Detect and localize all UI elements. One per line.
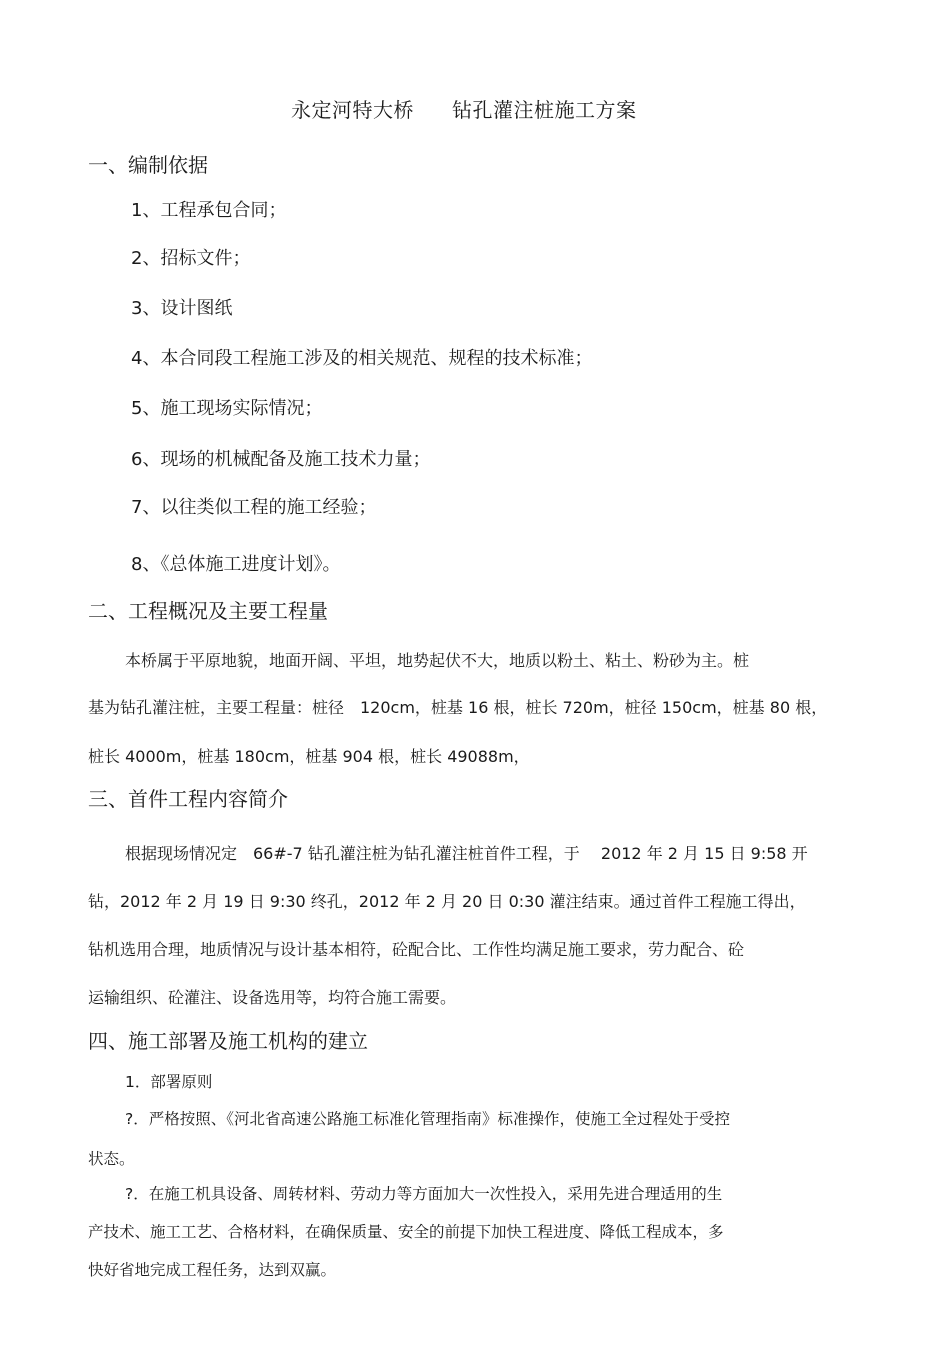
section1-item-5: 5、施工现场实际情况； xyxy=(131,398,323,419)
section1-item-1: 1、工程承包合同； xyxy=(131,200,287,221)
section2-line-3: 桩长 4000m，桩基 180cm，桩基 904 根，桩长 49088m， xyxy=(88,747,530,766)
section1-item-7: 7、以往类似工程的施工经验； xyxy=(131,497,377,518)
section1-heading: 一、编制依据 xyxy=(88,153,208,177)
section3-line-2: 钻，2012 年 2 月 19 日 9:30 终孔，2012 年 2 月 20 日 0:30 灌注结束。通过首件工程施工得出， xyxy=(88,892,806,911)
section4-heading: 四、施工部署及施工机构的建立 xyxy=(88,1029,368,1053)
section2-heading: 二、工程概况及主要工程量 xyxy=(88,599,328,623)
document-title xyxy=(291,100,637,120)
section3-line-4: 运输组织、砼灌注、设备选用等，均符合施工需要。 xyxy=(88,988,457,1007)
title-part-2: 钻孔灌注桩施工方案 xyxy=(452,98,637,122)
section1-item-2: 2、招标文件； xyxy=(131,248,251,269)
section3-heading: 三、首件工程内容简介 xyxy=(88,787,288,811)
section4-line-5: 快好省地完成工程任务，达到双赢。 xyxy=(88,1261,337,1279)
section1-item-8: 8、《总体施工进度计划》。 xyxy=(131,554,341,575)
section4-subheading: 1．部署原则 xyxy=(125,1073,213,1091)
section1-item-3: 3、设计图纸 xyxy=(131,298,233,319)
section4-line-4: 产技术、施工工艺、合格材料，在确保质量、安全的前提下加快工程进度、降低工程成本，多 xyxy=(88,1223,724,1241)
section4-line-3: ?．在施工机具设备、周转材料、劳动力等方面加大一次性投入，采用先进合理适用的生 xyxy=(125,1185,723,1203)
section3-line-1: 根据现场情况定 66#-7 钻孔灌注桩为钻孔灌注桩首件工程，于 2012 年 2 月 15 日 9:58 开 xyxy=(125,844,808,863)
section4-line-1: ?．严格按照、《河北省高速公路施工标准化管理指南》标准操作，使施工全过程处于受控 xyxy=(125,1110,730,1128)
section1-item-6: 6、现场的机械配备及施工技术力量； xyxy=(131,449,431,470)
section3-line-3: 钻机选用合理，地质情况与设计基本相符，砼配合比、工作性均满足施工要求，劳力配合、砼 xyxy=(88,940,745,959)
section1-item-4: 4、本合同段工程施工涉及的相关规范、规程的技术标准； xyxy=(131,348,593,369)
section2-line-1: 本桥属于平原地貌，地面开阔、平坦，地势起伏不大，地质以粉土、粘土、粉砂为主。桩 xyxy=(125,651,750,670)
section4-line-2: 状态。 xyxy=(88,1150,135,1168)
title-part-1: 永定河特大桥 xyxy=(291,98,414,122)
section2-line-2: 基为钻孔灌注桩，主要工程量：桩径 120cm，桩基 16 根，桩长 720m，桩径 150cm，桩基 80 根， xyxy=(88,698,828,717)
